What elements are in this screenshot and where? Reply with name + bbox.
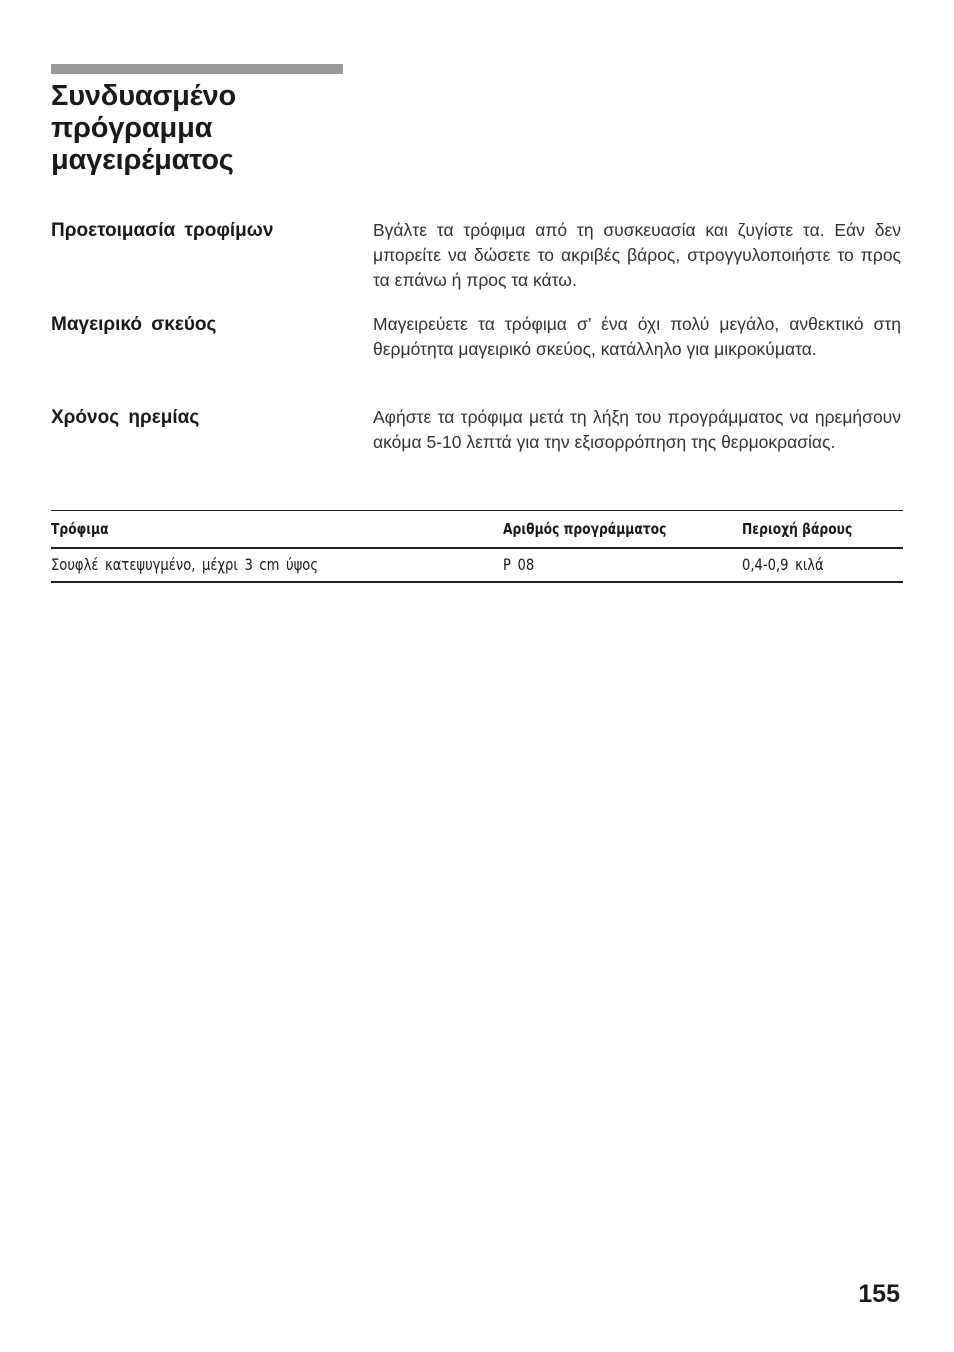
page-title-line-2: πρόγραμμα: [51, 112, 213, 144]
column-header-food: Τρόφιμα: [51, 519, 109, 538]
program-table: [51, 510, 903, 583]
section-term: Χρόνος ηρεμίας: [51, 407, 200, 428]
page-number: 155: [858, 1280, 900, 1308]
column-header-weight-range: Περιοχή βάρους: [742, 519, 853, 538]
section-term: Μαγειρικό σκεύος: [51, 314, 217, 335]
cell-food: Σουφλέ κατεψυγμένο, μέχρι 3 cm ύψος: [51, 555, 319, 574]
table-row: [51, 548, 903, 582]
table-header-row: [51, 511, 903, 548]
page-title: [51, 80, 236, 176]
section-description: Μαγειρεύετε τα τρόφιμα σ’ ένα όχι πολύ μεγάλο, ανθεκτικό στη θερμότητα μαγειρικό σκεύος, κατάλληλο για μικροκύματα.: [373, 314, 901, 359]
page-title-line-3: μαγειρέματος: [51, 144, 234, 176]
title-accent-bar: [51, 64, 343, 74]
section-term: Προετοιμασία τροφίμων: [51, 220, 274, 241]
column-header-program-number: Αριθμός προγράμματος: [503, 519, 667, 538]
section-description: Αφήστε τα τρόφιμα μετά τη λήξη του προγράμματος να ηρεμήσουν ακόμα 5-10 λεπτά για την εξισορρόπηση της θερμοκρασίας.: [373, 407, 901, 452]
cell-program-number: P 08: [503, 555, 535, 574]
page-title-line-1: Συνδυασμένο: [51, 80, 237, 112]
cell-weight-range: 0,4-0,9 κιλά: [742, 555, 824, 574]
section-description: Βγάλτε τα τρόφιμα από τη συσκευασία και ζυγίστε τα. Εάν δεν μπορείτε να δώσετε το ακριβές βάρος, στρογγυλοποιήστε το προς τα επάνω ή προς τα κάτω.: [373, 220, 901, 290]
